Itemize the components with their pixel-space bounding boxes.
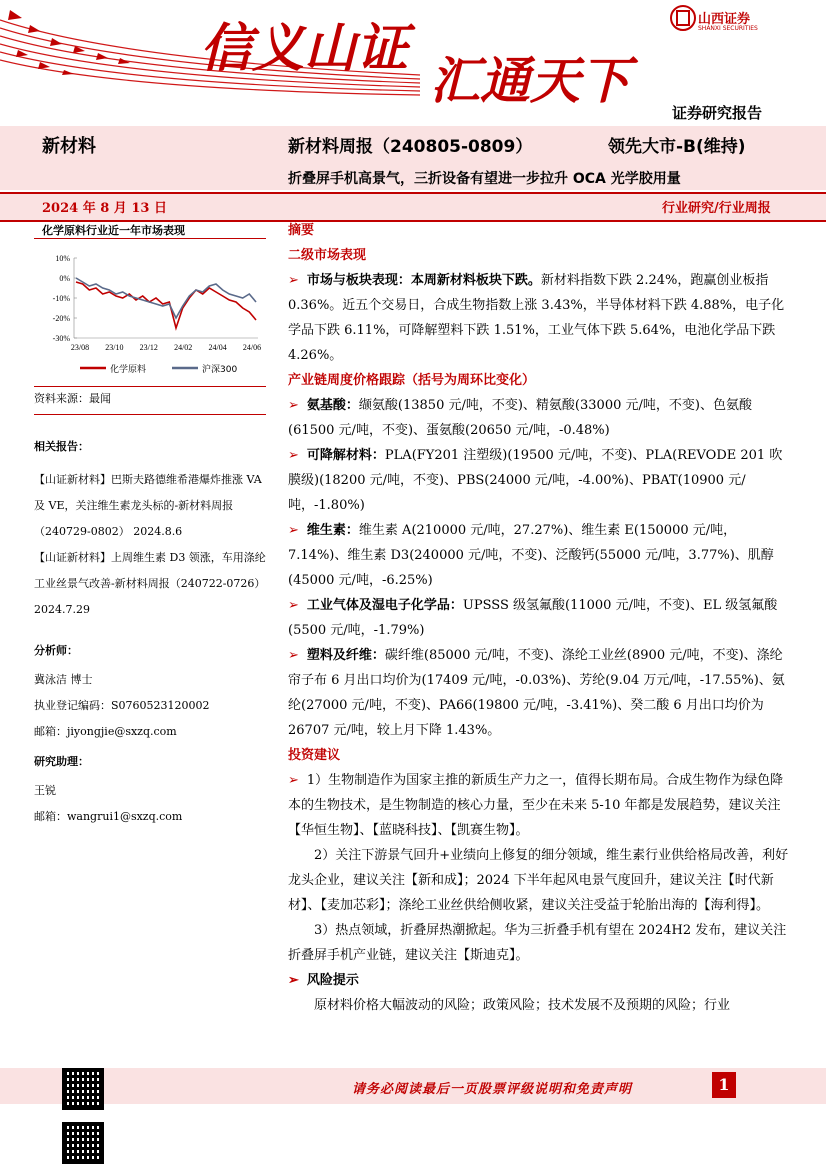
disclaimer-notice: 请务必阅读最后一页股票评级说明和免责声明	[352, 1082, 633, 1097]
qr-code-icon	[62, 1068, 104, 1110]
risk-text: 原材料价格大幅波动的风险；政策风险；技术发展不及预期的风险；行业	[314, 998, 731, 1013]
slogan-right-text: 汇通天下	[430, 51, 630, 110]
x-tick-label: 23/08	[70, 343, 90, 352]
legend-label: 沪深300	[202, 365, 238, 375]
y-tick-label: -20%	[52, 314, 70, 323]
market-text: 新材料指数下跌 2.24%，跑赢创业板指 0.36%。近五个交易日，合成生物指数上涨 3.43%，半导体材料下跌 4.88%，电子化学品下跌 6.11%，可降解塑料下跌 1.51%，工业气体下跌 5.64%，电池化学品下跌 4.26%。	[288, 273, 785, 363]
price-item-lead: 工业气体及湿电子化学品：	[306, 598, 463, 613]
x-tick-label: 23/12	[139, 343, 158, 352]
report-date: 2024 年 8 月 13 日	[42, 201, 167, 216]
x-tick-label: 24/04	[208, 343, 227, 352]
chart-title: 化学原料行业近一年市场表现	[42, 224, 185, 237]
price-item-lead: 维生素：	[306, 523, 359, 538]
analyst-email[interactable]: 邮箱：jiyongjie@sxzq.com	[34, 725, 177, 738]
advice-paragraph: 2）关注下游景气回升+业绩向上修复的细分领域，维生素行业供给格局改善，利好龙头企业，建议关注【新和成】；2024 下半年起风电景气度回升，建议关注【时代新材】、【麦加芯彩】；涤纶工业丝供给侧收紧，建议关注受益于轮胎出海的【海利得】。	[288, 848, 789, 913]
x-tick-label: 24/06	[242, 343, 262, 352]
related-report-item[interactable]: 【山证新材料】上周维生素 D3 领涨，车用涤纶工业丝景气改善-新材料周报（240722-0726） 2024.7.29	[34, 551, 266, 616]
advice-paragraph	[288, 768, 792, 843]
y-tick-label: 0%	[59, 274, 70, 283]
arrow-bullet-icon: ➢	[288, 773, 299, 788]
qr-code-icon	[62, 1122, 104, 1164]
price-item-text: PLA(FY201 注塑级)(19500 元/吨，不变)、PLA(REVODE 201 吹膜级)(18200 元/吨，不变)、PBS(24000 元/吨，-4.00%)、PBAT(10900 元/吨，-1.80%)	[288, 448, 783, 513]
brand-logo-english: SHANXI SECURITIES	[698, 25, 758, 32]
price-item-text: UPSSS 级氢氟酸(11000 元/吨，不变)、EL 级氢氟酸(5500 元/吨，-1.79%)	[288, 598, 778, 638]
arrow-bullet-icon: ➢	[288, 523, 299, 538]
related-reports-title: 相关报告：	[34, 440, 89, 453]
price-item-text: 缬氨酸(13850 元/吨，不变)、精氨酸(33000 元/吨，不变)、色氨酸(61500 元/吨，不变)、蛋氨酸(20650 元/吨，-0.48%)	[288, 398, 752, 438]
price-item-text: 维生素 A(210000 元/吨，27.27%)、维生素 E(150000 元/吨，7.14%)、维生素 D3(240000 元/吨，不变)、泛酸钙(55000 元/吨，3.77%)、肌醇(45000 元/吨，-6.25%)	[288, 523, 774, 588]
price-item	[288, 393, 792, 443]
risk-heading	[288, 968, 792, 993]
assistant-name: 王锐	[34, 784, 56, 797]
related-report-item[interactable]: 【山证新材料】巴斯夫路德维希港爆炸推涨 VA 及 VE，关注维生素龙头标的-新材料周报（240729-0802） 2024.8.6	[34, 473, 262, 538]
report-category: 行业研究/行业周报	[662, 201, 771, 216]
risk-title: 风险提示	[306, 973, 359, 988]
arrow-bullet-icon: ➢	[288, 648, 299, 663]
market-lead: 市场与板块表现：本周新材料板块下跌。	[306, 273, 541, 288]
arrow-bullet-icon: ➢	[288, 448, 299, 463]
report-subtitle: 折叠屏手机高景气，三折设备有望进一步拉升 OCA 光学胶用量	[288, 171, 681, 187]
x-tick-label: 23/10	[105, 343, 124, 352]
report-type-label: 证券研究报告	[672, 104, 763, 122]
brand-logo-name: 山西证券	[698, 12, 751, 27]
price-item-text: 碳纤维(85000 元/吨，不变)、涤纶工业丝(8900 元/吨，不变)、涤纶帘子布 6 月出口均价为(17409 元/吨，-0.03%)、芳纶(9.04 万元/吨，-17.55%)、氨纶(27000 元/吨，不变)、PA66(19800 元/吨，-3.41%)、癸二酸 6 月出口均价为 26707 元/吨，较上月下降 1.43%。	[288, 648, 785, 738]
section-heading-market: 二级市场表现	[288, 248, 367, 263]
analyst-registration: 执业登记编码：S0760523120002	[34, 699, 210, 712]
price-item-lead: 塑料及纤维：	[306, 648, 385, 663]
price-item	[288, 593, 792, 643]
arrow-bullet-icon: ➢	[288, 598, 299, 613]
analyst-title: 分析师：	[34, 644, 78, 657]
page-number: 1	[712, 1072, 736, 1098]
assistant-title: 研究助理：	[34, 755, 89, 768]
price-item	[288, 443, 792, 518]
advice-paragraph: 3）热点领域，折叠屏热潮掀起。华为三折叠手机有望在 2024H2 发布，建议关注折叠屏手机产业链，建议关注【斯迪克】。	[288, 923, 787, 963]
advice-text: 1）生物制造作为国家主推的新质生产力之一，值得长期布局。合成生物作为绿色降本的生物技术，是生物制造的核心力量，至少在未来 5-10 年都是发展趋势，建议关注【华恒生物】、【蓝晓科技】、【凯赛生物】。	[288, 773, 784, 838]
section-heading-prices: 产业链周度价格跟踪（括号为周环比变化）	[288, 373, 536, 388]
analyst-name: 冀泳洁 博士	[34, 673, 93, 686]
series-line	[76, 278, 256, 318]
assistant-email[interactable]: 邮箱：wangrui1@sxzq.com	[34, 810, 183, 823]
arrow-bullet-icon: ➢	[288, 398, 299, 413]
divider	[34, 386, 266, 387]
divider	[34, 414, 266, 415]
sector-name: 新材料	[42, 136, 96, 157]
arrow-bullet-icon: ➢	[288, 973, 299, 988]
market-paragraph	[288, 268, 792, 368]
arrow-bullet-icon: ➢	[288, 273, 299, 288]
report-title: 新材料周报（240805-0809）	[288, 137, 533, 157]
price-item-lead: 可降解材料：	[306, 448, 385, 463]
divider	[34, 238, 266, 239]
y-tick-label: 10%	[55, 254, 70, 263]
price-item	[288, 518, 792, 593]
slogan-left-text: 信义山证	[200, 18, 409, 79]
chart-source: 资料来源：最闻	[34, 392, 111, 405]
rating-label: 领先大市-B(维持)	[608, 137, 746, 157]
legend-label: 化学原料	[110, 365, 147, 375]
y-tick-label: -30%	[52, 334, 70, 343]
market-performance-chart	[40, 250, 268, 380]
y-tick-label: -10%	[52, 294, 70, 303]
price-item	[288, 643, 792, 743]
price-item-lead: 氨基酸：	[306, 398, 359, 413]
section-heading-advice: 投资建议	[288, 748, 341, 763]
x-tick-label: 24/02	[174, 343, 193, 352]
summary-heading: 摘要	[288, 223, 315, 238]
